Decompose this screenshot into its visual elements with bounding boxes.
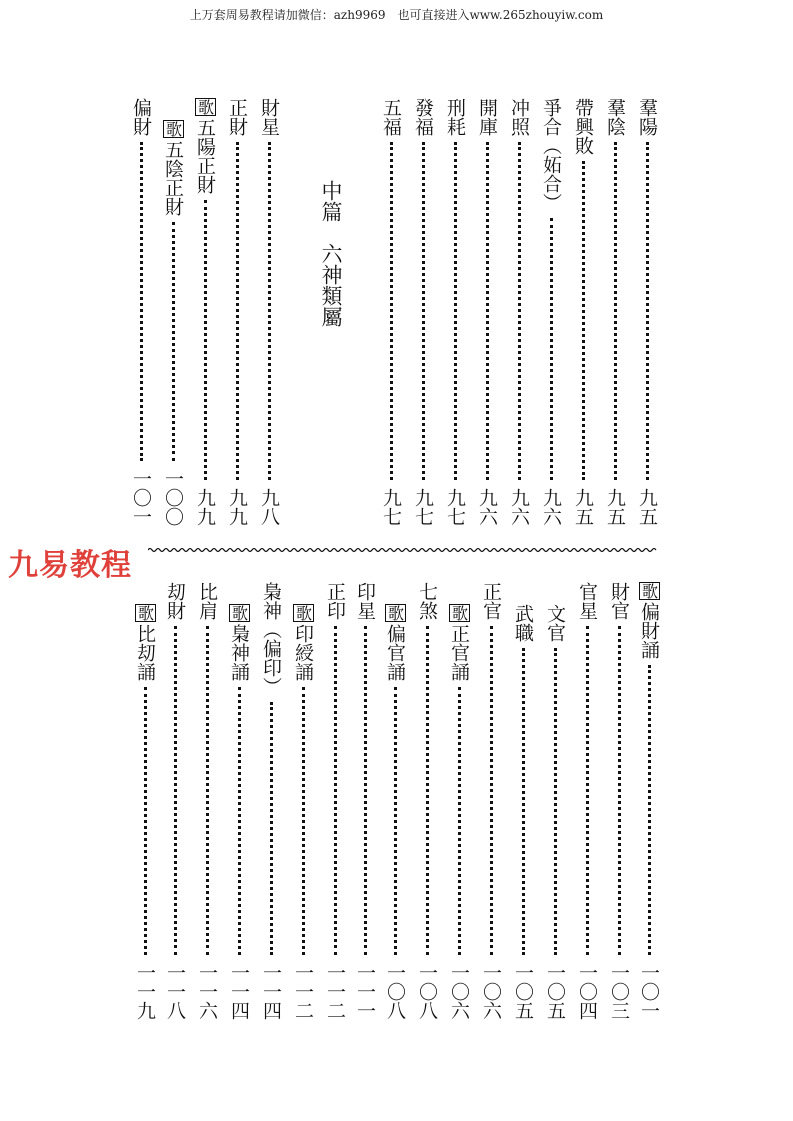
toc-entry[interactable]: [444, 604, 474, 1020]
leader-dots: [554, 648, 557, 955]
toc-entry[interactable]: [476, 582, 506, 1020]
leader-dots: [144, 687, 147, 955]
entry-title: 正官: [480, 582, 502, 620]
leader-dots: [140, 142, 143, 461]
entry-title: 五陽正財: [194, 118, 216, 194]
leader-dots: [238, 687, 241, 955]
entry-title: 刑耗: [444, 98, 466, 136]
entry-title: 偏財誦: [638, 602, 660, 659]
entry-page: 一〇一: [130, 469, 152, 526]
entry-title: 梟神（偏印）: [260, 582, 282, 696]
entry-title: 印綬誦: [292, 624, 314, 681]
leader-dots: [518, 142, 521, 480]
entry-page: 一〇八: [384, 963, 406, 1020]
entry-title: 文官: [544, 604, 566, 642]
entry-page: 九五: [604, 488, 626, 526]
toc-entry[interactable]: [192, 582, 222, 1020]
toc-entry[interactable]: [504, 98, 534, 526]
entry-title: 冲照: [508, 98, 530, 136]
entry-title: 梟神誦: [228, 624, 250, 681]
entry-page: 一一六: [196, 963, 218, 1020]
toc-entry[interactable]: [380, 604, 410, 1020]
toc-entry[interactable]: [256, 582, 286, 1020]
entry-page: 九六: [540, 488, 562, 526]
entry-title: 武職: [512, 604, 534, 642]
leader-dots: [522, 648, 525, 955]
toc-entry[interactable]: [130, 604, 160, 1020]
leader-dots: [174, 626, 177, 955]
leader-dots: [614, 142, 617, 480]
toc-entry[interactable]: [350, 582, 380, 1020]
song-box-label: 歌: [293, 605, 313, 621]
leader-dots: [206, 626, 209, 955]
leader-dots: [458, 687, 461, 955]
song-box-label: 歌: [385, 605, 405, 621]
entry-page: 九七: [380, 488, 402, 526]
song-box-label: 歌: [195, 99, 215, 115]
entry-page: 九七: [444, 488, 466, 526]
toc-entry[interactable]: [160, 582, 190, 1020]
entry-page: 九五: [572, 488, 594, 526]
entry-page: 九八: [258, 488, 280, 526]
leader-dots: [422, 142, 425, 480]
leader-dots: [646, 142, 649, 480]
toc-entry[interactable]: [508, 604, 538, 1020]
entry-page: 一一二: [292, 963, 314, 1020]
watermark-logo: 九易教程: [8, 548, 132, 583]
leader-dots: [390, 142, 393, 480]
entry-page: 九九: [194, 488, 216, 526]
entry-title: 羣陰: [604, 98, 626, 136]
entry-page: 九六: [476, 488, 498, 526]
leader-dots: [364, 626, 367, 955]
song-box-label: 歌: [163, 121, 183, 137]
entry-page: 九六: [508, 488, 530, 526]
song-box-label: 歌: [229, 605, 249, 621]
entry-page: 一一一: [354, 963, 376, 1020]
entry-title: 正官誦: [448, 624, 470, 681]
entry-title: 正印: [324, 582, 346, 620]
leader-dots: [172, 222, 175, 461]
toc-entry[interactable]: [126, 98, 156, 526]
toc-entry[interactable]: [568, 98, 598, 526]
toc-entry[interactable]: [376, 98, 406, 526]
toc-entry[interactable]: [254, 98, 284, 526]
wavy-divider: [148, 546, 658, 554]
song-box-label: 歌: [135, 605, 155, 621]
entry-page: 一〇〇: [162, 469, 184, 526]
entry-title: 偏財: [130, 98, 152, 136]
toc-entry[interactable]: [540, 604, 570, 1020]
toc-entry[interactable]: [412, 582, 442, 1020]
leader-dots: [236, 142, 239, 480]
leader-dots: [618, 626, 621, 955]
entry-page: 一〇六: [448, 963, 470, 1020]
toc-entry[interactable]: [288, 604, 318, 1020]
toc-entry[interactable]: [572, 582, 602, 1020]
entry-title: 偏官誦: [384, 624, 406, 681]
entry-title: 正財: [226, 98, 248, 136]
toc-entry[interactable]: [224, 604, 254, 1020]
toc-entry[interactable]: [440, 98, 470, 526]
leader-dots: [302, 687, 305, 955]
entry-page: 九七: [412, 488, 434, 526]
leader-dots: [586, 626, 589, 955]
entry-title: 五陰正財: [162, 140, 184, 216]
leader-dots: [426, 626, 429, 955]
entry-title: 刧財: [164, 582, 186, 620]
entry-page: 一〇八: [416, 963, 438, 1020]
entry-title: 發福: [412, 98, 434, 136]
toc-entry[interactable]: [634, 582, 664, 1020]
entry-page: 一〇五: [512, 963, 534, 1020]
toc-entry[interactable]: [190, 98, 220, 526]
entry-page: 一一九: [134, 963, 156, 1020]
entry-page: 一一八: [164, 963, 186, 1020]
leader-dots: [582, 161, 585, 480]
entry-title: 比肩: [196, 582, 218, 620]
leader-dots: [490, 626, 493, 955]
toc-entry[interactable]: [604, 582, 634, 1020]
entry-page: 一〇六: [480, 963, 502, 1020]
toc-entry[interactable]: [632, 98, 662, 526]
entry-title: 印星: [354, 582, 376, 620]
entry-title: 七煞: [416, 582, 438, 620]
entry-title: 爭合（妬合）: [540, 98, 562, 212]
leader-dots: [270, 702, 273, 955]
toc-entry[interactable]: [536, 98, 566, 526]
entry-page: 一〇五: [544, 963, 566, 1020]
entry-title: 開庫: [476, 98, 498, 136]
entry-title: 羣陽: [636, 98, 658, 136]
entry-page: 一一二: [324, 963, 346, 1020]
leader-dots: [486, 142, 489, 480]
toc-entry[interactable]: [472, 98, 502, 526]
toc-entry[interactable]: [320, 582, 350, 1020]
song-box-label: 歌: [449, 605, 469, 621]
entry-page: 一〇四: [576, 963, 598, 1020]
leader-dots: [454, 142, 457, 480]
entry-title: 帶興敗: [572, 98, 594, 155]
entry-title: 官星: [576, 582, 598, 620]
entry-page: 一一四: [260, 963, 282, 1020]
entry-title: 財星: [258, 98, 280, 136]
section-heading: 中篇 六神類屬: [319, 180, 343, 327]
leader-dots: [268, 142, 271, 480]
leader-dots: [204, 200, 207, 480]
leader-dots: [394, 687, 397, 955]
leader-dots: [334, 626, 337, 955]
entry-page: 九五: [636, 488, 658, 526]
song-box-label: 歌: [639, 583, 659, 599]
page-header: 上万套周易教程请加微信：azh9969 也可直接进入www.265zhouyiw.com: [189, 8, 604, 22]
entry-page: 九九: [226, 488, 248, 526]
entry-page: 一〇一: [638, 963, 660, 1020]
entry-title: 五福: [380, 98, 402, 136]
leader-dots: [550, 218, 553, 480]
toc-entry[interactable]: [408, 98, 438, 526]
toc-entry[interactable]: [600, 98, 630, 526]
toc-entry[interactable]: [158, 120, 188, 526]
entry-page: 一〇三: [608, 963, 630, 1020]
entry-title: 財官: [608, 582, 630, 620]
leader-dots: [648, 665, 651, 955]
entry-page: 一一四: [228, 963, 250, 1020]
toc-entry[interactable]: [222, 98, 252, 526]
entry-title: 比刧誦: [134, 624, 156, 681]
